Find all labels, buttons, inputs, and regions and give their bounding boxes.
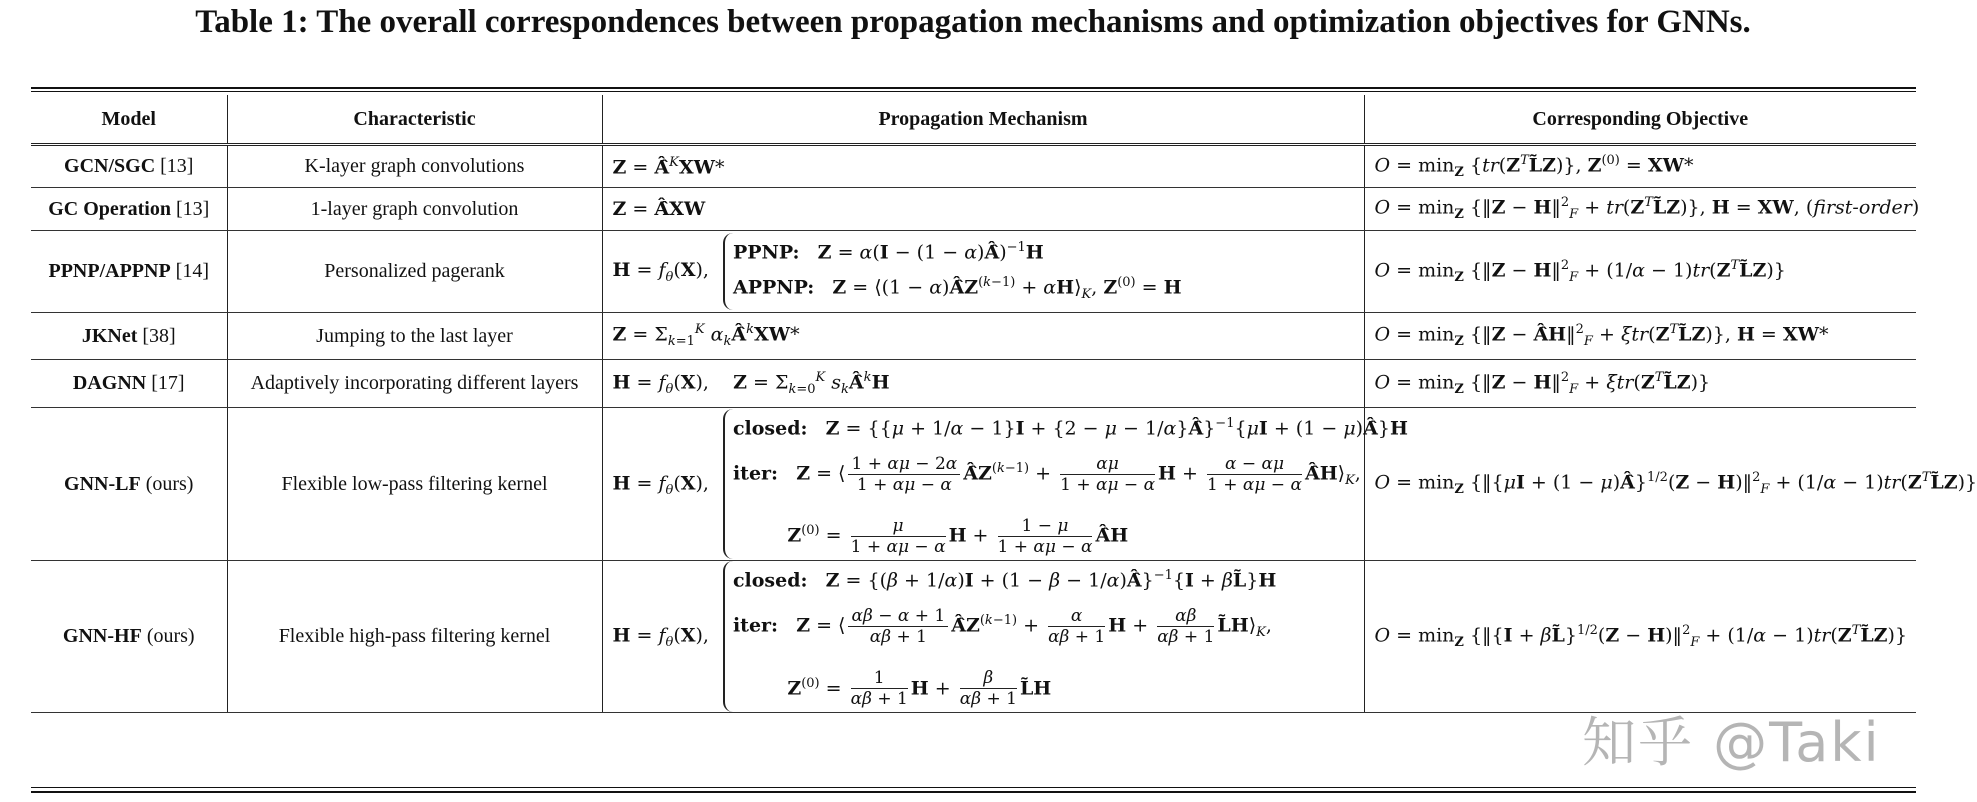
objective-cell: $O = \min_Z$ $\{tr(Z^TL̃Z)\}$, $Z^{(0)} = XW*$ [1364,145,1916,188]
objective-cell: $O = \min_Z$ {‖Z − H‖$^2_F$ + $(1/\alpha - 1)tr(Z^TL̃Z)$} [1364,231,1916,313]
model-cell: DAGNN [17] [31,360,227,408]
propagation-cell: $H = f_\theta(X)$, closed: Z = {(β + 1/α)I + (1 − β − 1/α)Â̂}$^{-1}${I + βL̃}H iter: Z = ⟨ $\frac{\alpha\beta - \alpha + 1}{\alpha\beta + 1}$ $Â̂Z^{(k-1)}$ + $\frac{\alpha}{\alpha\beta + 1}$ H + $\frac{\alpha\beta}{\alpha\beta + 1}$ $L̃H⟩_K$, $Z^{(0)}$ = $\frac{1}{\alpha\beta + 1}$ H + $\frac{\beta}{\alpha\beta + 1}$ L̃H [602,561,1364,713]
characteristic-cell: Personalized pagerank [227,231,602,313]
model-cell: JKNet [38] [31,313,227,360]
propagation-cell: $H = f_\theta(X)$, closed: Z = {{μ + 1/α − 1}I + {2 − μ − 1/α}Â̂}$^{-1}${μI + (1 − μ)Â̂}H iter: Z = ⟨ $\frac{1 + \alpha\mu - 2\alpha}{1 + \alpha\mu - \alpha}$ $Â̂Z^{(k-1)}$ + $\frac{\alpha\mu}{1 + \alpha\mu - \alpha}$ H + $\frac{\alpha - \alpha\mu}{1 + \alpha\mu - \alpha}$ $Â̂H⟩_K$, $Z^{(0)}$ = $\frac{\mu}{1 + \alpha\mu - \alpha}$ H + $\frac{1 - \mu}{1 + \alpha\mu - \alpha}$ Â̂H [602,408,1364,561]
top-rule-thin [31,91,1916,92]
characteristic-cell: Flexible low-pass filtering kernel [227,408,602,561]
propagation-cell: $H = f_\theta(X)$, PPNP: Z = α(I − (1 − α)Â̂)$^{-1}$H APPNP: Z = ⟨(1 − $\alpha)Â̂Z^{(k-1)}$ + $\alpha H⟩_K$, $Z^{(0)} = H$ [602,231,1364,313]
propagation-cell: Z = Â̂XW [602,188,1364,231]
model-cell: PPNP/APPNP [14] [31,231,227,313]
characteristic-cell: 1-layer graph convolution [227,188,602,231]
objective-cell: $O = \min_Z$ {‖Z − H‖$^2_F$ + $\xi tr(Z^TL̃Z)$} [1364,360,1916,408]
table-caption: Table 1: The overall correspondences between propagation mechanisms and optimization objectives for GNNs. [195,4,1751,40]
header-row [31,95,1916,145]
column-header-model: Model [101,107,156,130]
bottom-rule-thin [31,787,1916,788]
table-row [31,408,1916,561]
column-header-propagation: Propagation Mechanism [602,95,1364,145]
table-row [31,313,1916,360]
model-cell: GCN/SGC [13] [31,145,227,188]
objective-cell: $O = \min_Z$ {‖Z − Â̂H‖$^2_F$ + $\xi tr(Z^TL̃Z)$}, H = XW* [1364,313,1916,360]
characteristic-cell: Jumping to the last layer [227,313,602,360]
column-header-objective: Corresponding Objective [1364,95,1916,145]
table-row [31,360,1916,408]
table-row [31,231,1916,313]
objective-cell: $O = \min_Z$ {‖{μI + (1 − μ)Â̂}$^{1/2}$(Z − H)‖$^2_F$ + $(1/\alpha - 1)tr(Z^TL̃Z)$} [1364,408,1916,561]
propagation-cell: Z = Â̂$^K$XW* [602,145,1364,188]
characteristic-cell: Flexible high-pass filtering kernel [227,561,602,713]
bottom-rule [31,791,1916,793]
characteristic-cell: K-layer graph convolutions [227,145,602,188]
table-row [31,145,1916,188]
column-header-characteristic: Characteristic [227,95,602,145]
objective-cell: $O = \min_Z$ {‖Z − H‖$^2_F$ + $tr(Z^TL̃Z)$}, H = XW, (first-order) [1364,188,1916,231]
model-cell: GC Operation [13] [31,188,227,231]
characteristic-cell: Adaptively incorporating different layers [227,360,602,408]
propagation-cell: $Z = \Sigma_{k=1}^K$ $\alpha_kÂ̂^kXW*$ [602,313,1364,360]
objective-cell: $O = \min_Z$ {‖{I + βL̃}$^{1/2}$(Z − H)‖$^2_F$ + $(1/\alpha - 1)tr(Z^TL̃Z)$} [1364,561,1916,713]
propagation-cell: $H = f_\theta(X)$, $Z = \Sigma_{k=0}^K$ $s_kÂ̂^kH$ [602,360,1364,408]
watermark: 知乎 @Taki [1582,711,1881,774]
table-row [31,561,1916,713]
model-cell: GNN-LF (ours) [31,408,227,561]
top-rule [31,87,1916,89]
model-cell: GNN-HF (ours) [31,561,227,713]
table-row [31,188,1916,231]
